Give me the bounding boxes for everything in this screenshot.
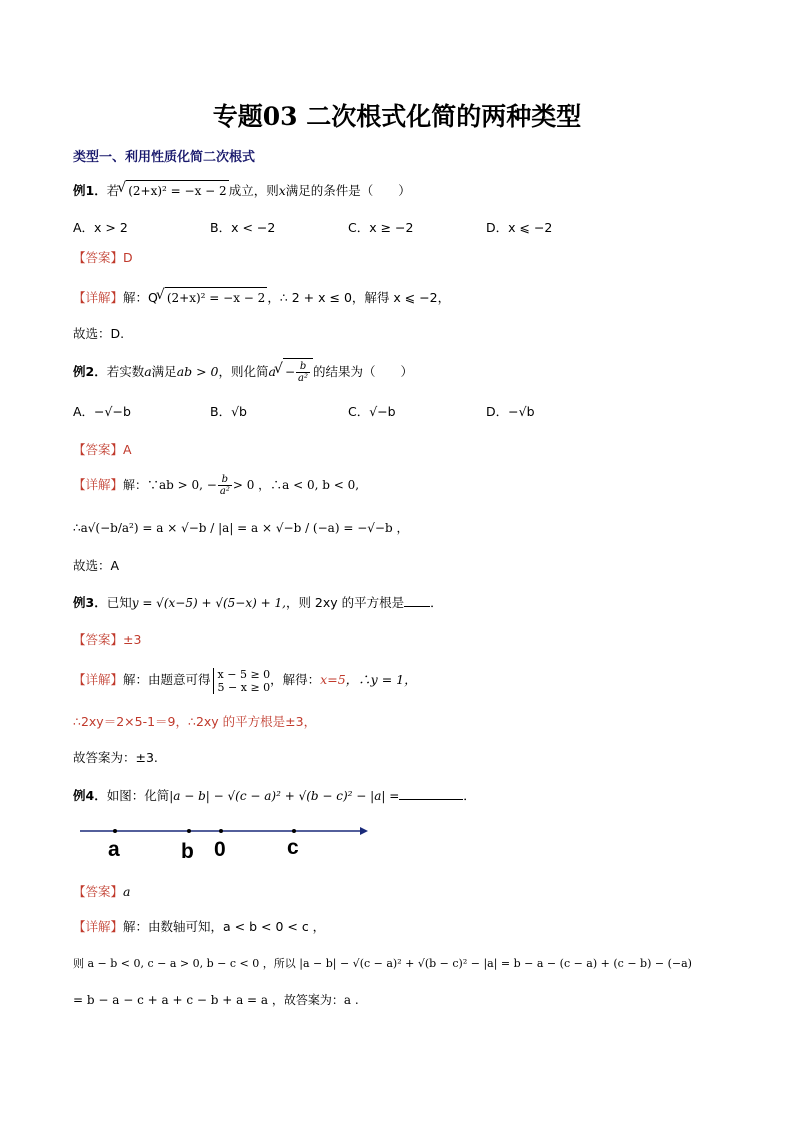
section-heading-type-1: 类型一、利用性质化简二次根式 bbox=[73, 150, 256, 165]
example-4-detail-3: = b − a − c + a + c − b + a = a ，故答案为：a . bbox=[73, 993, 359, 1007]
sqrt-fraction: √ − $\frac{b}{\text{a²}}$ bbox=[283, 358, 313, 385]
example-4-answer: 【答案】a bbox=[73, 884, 131, 899]
axis-label-c: c bbox=[287, 836, 299, 859]
example-1-conclusion: 故选：D. bbox=[73, 326, 125, 341]
example-1-detail: 【详解】解：Q√ (2+x)² = −x − 2 ，∴ 2 + x ≤ 0，解得 x ⩽ −2， bbox=[73, 287, 450, 308]
point-c bbox=[292, 829, 296, 833]
example-3-detail-2: ∴2xy＝2×5-1＝9，∴2xy 的平方根是±3， bbox=[73, 714, 317, 729]
page-title: 专题03 二次根式化简的两种类型 bbox=[212, 102, 582, 131]
option-a: A．x > 2 bbox=[73, 220, 128, 235]
example-label: 例4． bbox=[73, 788, 107, 803]
axis-label-b: b bbox=[181, 840, 194, 862]
example-1-answer: 【答案】D bbox=[73, 250, 133, 265]
example-2-answer: 【答案】A bbox=[73, 442, 132, 457]
option-b: B．√b bbox=[210, 404, 247, 419]
example-3-question: 例3．已知y = √(x−5) + √(5−x) + 1,，则 2xy 的平方根是 ． bbox=[73, 595, 443, 610]
axis-label-a: a bbox=[108, 838, 120, 861]
example-2-conclusion: 故选：A bbox=[73, 558, 120, 573]
example-2-detail-1: 【详解】解：∵ab > 0, − $\frac{b}{\text{a²}}$ > 0 ，∴a < 0, b < 0, bbox=[73, 474, 360, 497]
sqrt-expression: √ (2+x)² = −x − 2 bbox=[165, 287, 267, 308]
example-label: 例3． bbox=[73, 595, 107, 610]
option-c: C．√−b bbox=[348, 404, 396, 419]
option-d: D．x ⩽ −2 bbox=[486, 220, 553, 235]
example-1-question: 例1．若√ (2+x)² = −x − 2 成立，则x满足的条件是（ ） bbox=[73, 180, 411, 201]
number-line-arrow bbox=[360, 827, 368, 835]
example-2-detail-2: ∴a√(−b/a²) = a × √−b / |a| = a × √−b / (−a) = −√−b ， bbox=[73, 521, 409, 535]
number-line-figure bbox=[80, 822, 370, 862]
point-a bbox=[113, 829, 117, 833]
axis-label-0: 0 bbox=[214, 838, 226, 861]
answer-blank[interactable] bbox=[404, 594, 430, 607]
example-2-question: 例2．若实数a满足ab > 0，则化简a√ − $\frac{b}{\text{a²}}$ 的结果为（ ） bbox=[73, 358, 413, 385]
example-3-answer: 【答案】±3 bbox=[73, 632, 142, 647]
example-3-detail-1: 【详解】解：由题意可得 x − 5 ≥ 0 5 − x ≥ 0 ，解得：x=5，∴y = 1， bbox=[73, 667, 417, 694]
option-a: A．−√−b bbox=[73, 404, 131, 419]
answer-blank[interactable] bbox=[399, 787, 463, 800]
point-b bbox=[187, 829, 191, 833]
example-4-question: 例4．如图：化简|a − b| − √(c − a)² + √(b − c)² − |a| = ． bbox=[73, 788, 476, 803]
option-c: C．x ≥ −2 bbox=[348, 220, 414, 235]
example-4-detail-1: 【详解】解：由数轴可知，a < b < 0 < c ， bbox=[73, 919, 326, 934]
inequality-system: x − 5 ≥ 0 5 − x ≥ 0 bbox=[213, 668, 271, 694]
point-0 bbox=[219, 829, 223, 833]
example-label: 例2． bbox=[73, 364, 107, 379]
example-4-detail-2: 则 a − b < 0, c − a > 0, b − c < 0 ，所以 |a − b| − √(c − a)² + √(b − c)² − |a| = b − a − (c − a) + (c − b) − (−a) bbox=[73, 957, 692, 970]
option-d: D．−√b bbox=[486, 404, 535, 419]
option-b: B．x < −2 bbox=[210, 220, 276, 235]
example-3-conclusion: 故答案为：±3. bbox=[73, 750, 158, 765]
sqrt-expression: √ (2+x)² = −x − 2 bbox=[126, 180, 228, 201]
example-label: 例1． bbox=[73, 183, 107, 198]
